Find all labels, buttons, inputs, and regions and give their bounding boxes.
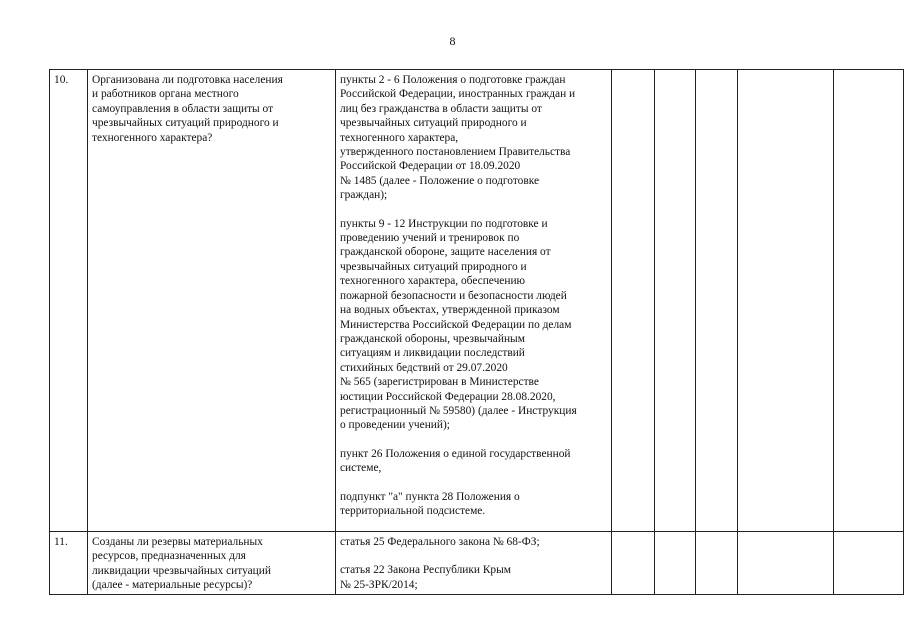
notes-cell (834, 70, 904, 532)
table-row (50, 70, 904, 532)
question-text: Созданы ли резервы материальных ресурсов, предназначенных для ликвидации чрезвычайных ситуаций (далее - материальные ресурсы)? (92, 536, 271, 592)
evidence-cell (738, 532, 834, 595)
row-number: 11. (50, 532, 88, 595)
references-cell (336, 70, 612, 532)
reference-paragraph: пункты 9 - 12 Инструкции по подготовке и проведению учений и тренировок по гражданской обороне, защите населения от чрезвычайных ситуаций природного и техногенного характера, обеспечению пожарной безопасности и безопасности людей на водных объектах, утвержденной приказом Министерства Российской Федерации по делам гражданской обороны, чрезвычайным ситуациям и ликвидации последствий стихийных бедствий от 29.07.2020 № 565 (зарегистрирован в Министерстве юстиции Российской Федерации 28.08.2020, регистрационный № 59580) (далее - Инструкция о проведении учений); (340, 217, 577, 432)
reference-paragraph: подпункт "а" пункта 28 Положения о территориальной подсистеме. (340, 490, 520, 517)
checklist-table (49, 69, 904, 595)
reference-paragraph: пункты 2 - 6 Положения о подготовке граждан Российской Федерации, иностранных граждан и лиц без гражданства в области защиты от чрезвычайных ситуаций природного и техногенного характера, утвержденного постановлением Правительства Российской Федерации от 18.09.2020 № 1485 (далее - Положение о подготовке граждан); (340, 74, 576, 202)
page-number: 8 (449, 34, 456, 48)
question-cell (88, 532, 336, 595)
answer-no-cell (655, 532, 696, 595)
question-cell (88, 70, 336, 532)
answer-no-cell (655, 70, 696, 532)
answer-yes-cell (612, 532, 655, 595)
answer-na-cell (696, 532, 738, 595)
evidence-cell (738, 70, 834, 532)
reference-paragraph: статья 25 Федерального закона № 68-ФЗ; (340, 536, 540, 548)
answer-na-cell (696, 70, 738, 532)
row-number: 10. (50, 70, 88, 532)
notes-cell (834, 532, 904, 595)
answer-yes-cell (612, 70, 655, 532)
question-text: Организована ли подготовка населения и работников органа местного самоуправления в области защиты от чрезвычайных ситуаций природного и техногенного характера? (92, 74, 283, 144)
reference-paragraph: пункт 26 Положения о единой государственной системе, (340, 447, 571, 475)
table-row (50, 532, 904, 595)
reference-paragraph: статья 22 Закона Республики Крым № 25-ЗРК/2014; (340, 564, 511, 591)
references-cell (336, 532, 612, 595)
